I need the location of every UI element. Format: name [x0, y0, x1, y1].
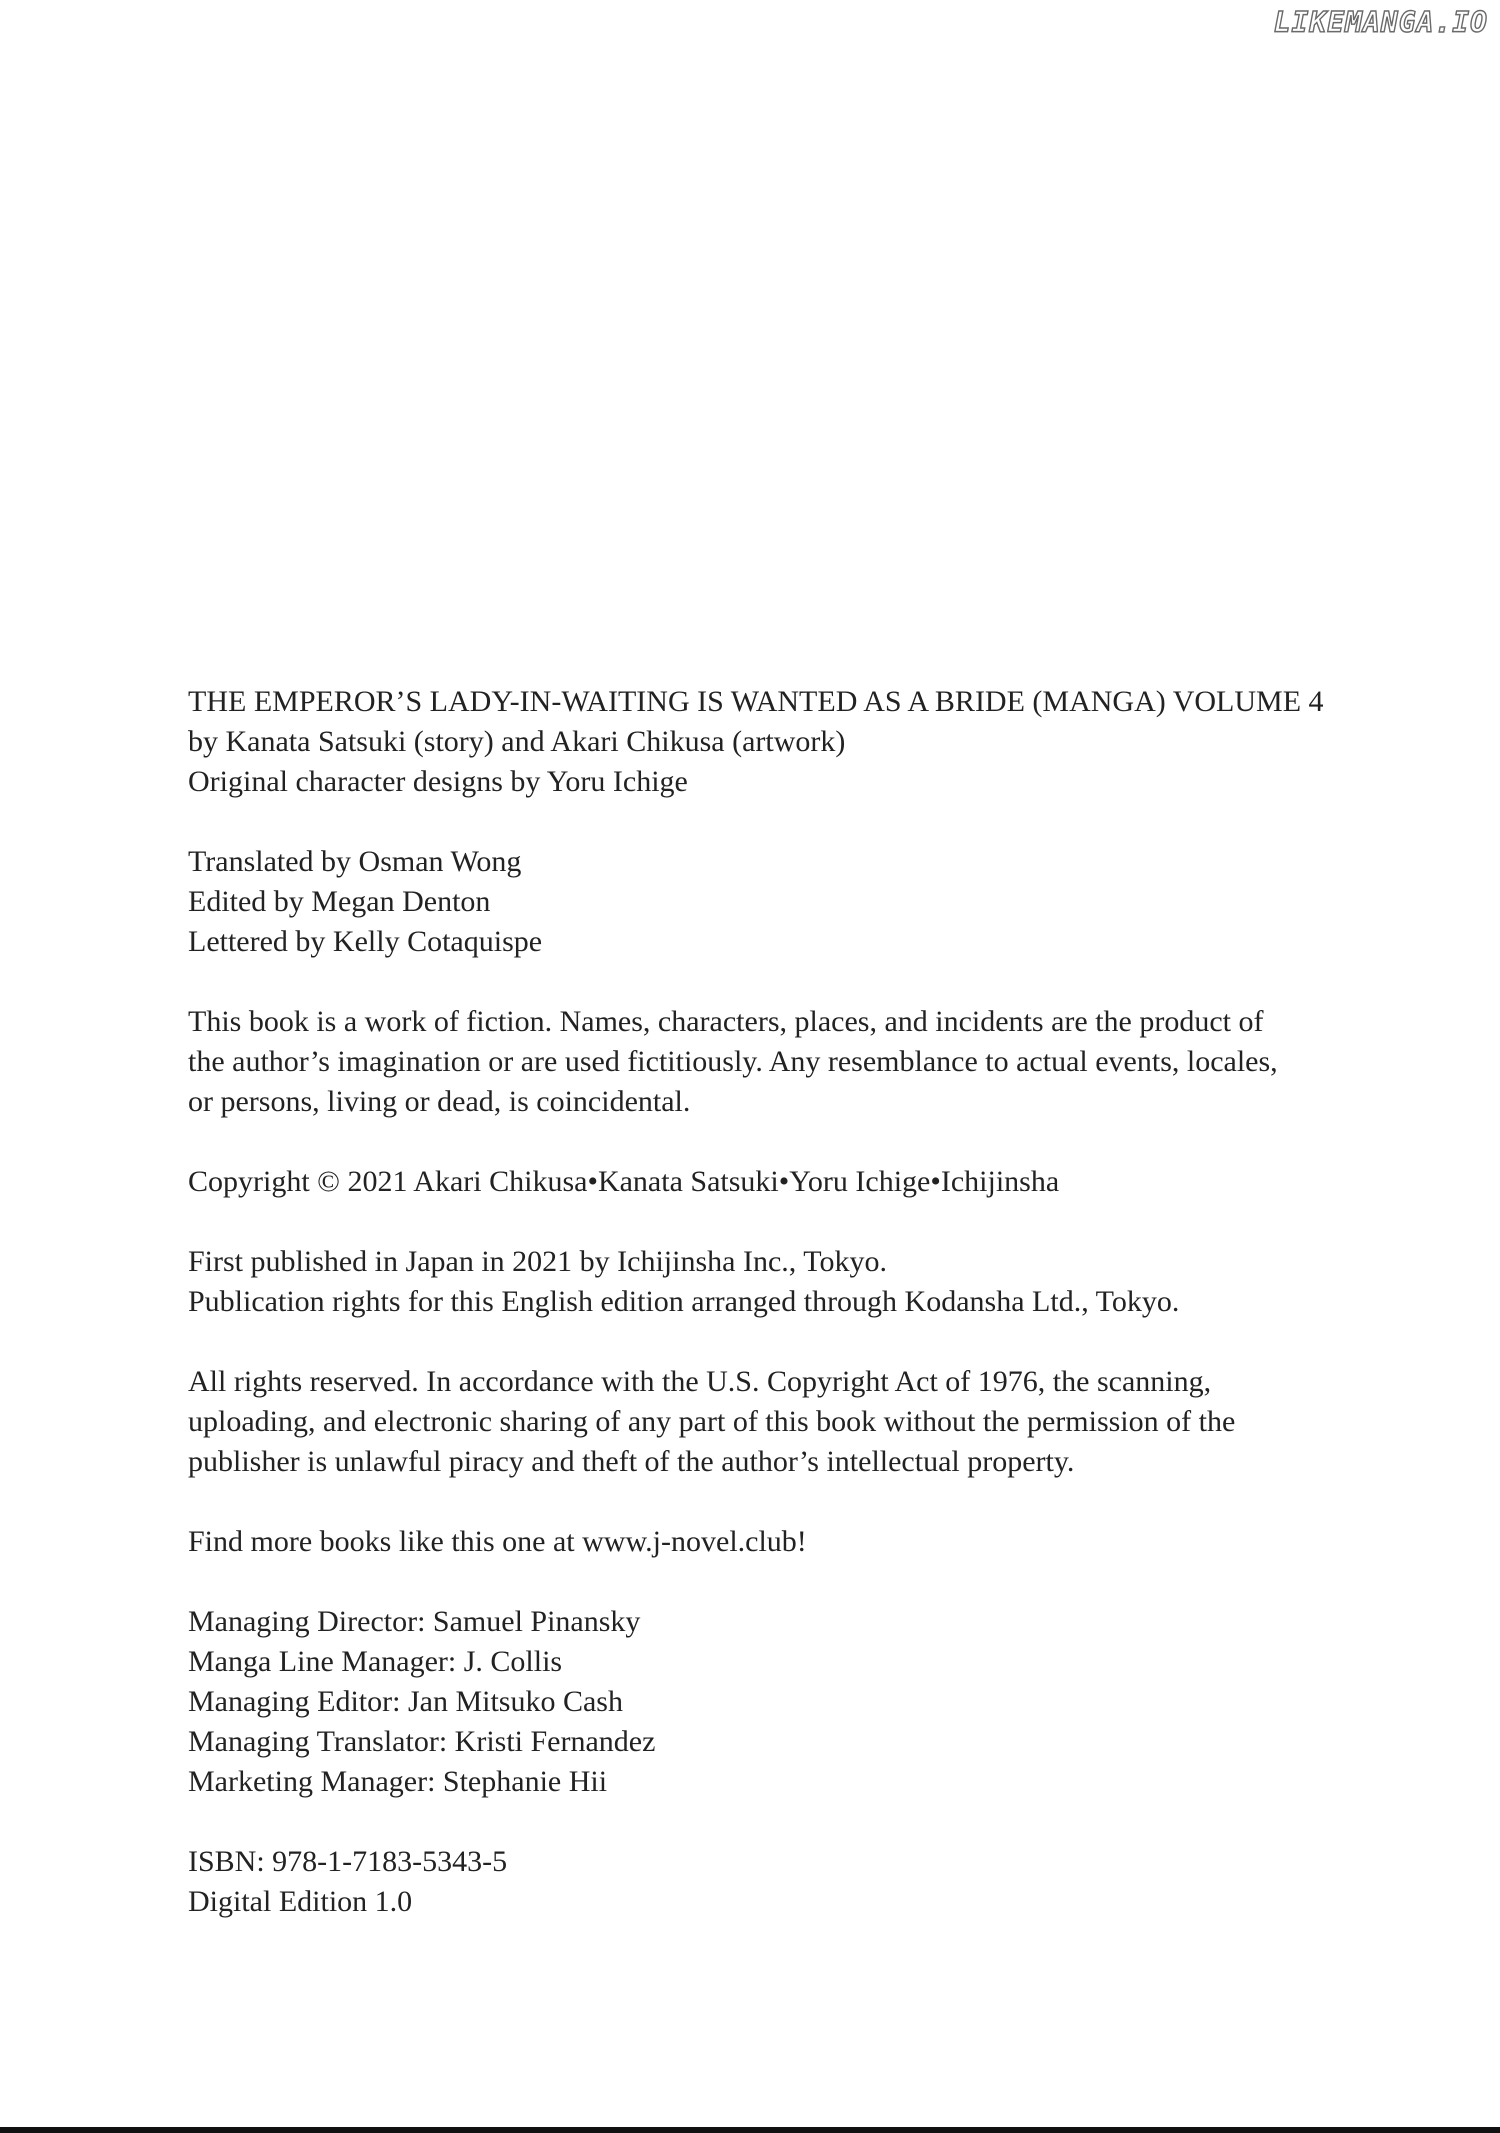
rights-notice-line: All rights reserved. In accordance with the U.S. Copyright Act of 1976, the scanning, — [188, 1365, 1212, 1398]
fiction-notice-line: the author’s imagination or are used fictitiously. Any resemblance to actual events, locales, — [188, 1045, 1278, 1078]
character-designs-line: Original character designs by Yoru Ichige — [188, 765, 688, 798]
staff-block — [188, 1602, 1428, 1802]
rights-notice-line: uploading, and electronic sharing of any part of this book without the permission of the — [188, 1405, 1236, 1438]
edition-block — [188, 1842, 1428, 1922]
credits-block — [188, 842, 1428, 962]
rights-notice-line: publisher is unlawful piracy and theft of the author’s intellectual property. — [188, 1445, 1075, 1478]
digital-edition-line: Digital Edition 1.0 — [188, 1885, 413, 1918]
title-block — [188, 682, 1428, 802]
editor-credit: Edited by Megan Denton — [188, 885, 491, 918]
staff-managing-translator: Managing Translator: Kristi Fernandez — [188, 1725, 656, 1758]
copyright-block — [188, 1162, 1428, 1202]
staff-managing-director: Managing Director: Samuel Pinansky — [188, 1605, 641, 1638]
copyright-line: Copyright © 2021 Akari Chikusa•Kanata Satsuki•Yoru Ichige•Ichijinsha — [188, 1165, 1060, 1198]
first-published-line: First published in Japan in 2021 by Ichijinsha Inc., Tokyo. — [188, 1245, 887, 1278]
authors-line: by Kanata Satsuki (story) and Akari Chikusa (artwork) — [188, 725, 846, 758]
rights-notice — [188, 1362, 1428, 1482]
find-more-block — [188, 1522, 1428, 1562]
book-title: THE EMPEROR’S LADY-IN-WAITING IS WANTED AS A BRIDE (MANGA) VOLUME 4 — [188, 685, 1324, 718]
staff-marketing-manager: Marketing Manager: Stephanie Hii — [188, 1765, 608, 1798]
letterer-credit: Lettered by Kelly Cotaquispe — [188, 925, 543, 958]
publication-block — [188, 1242, 1428, 1322]
fiction-notice-line: This book is a work of fiction. Names, characters, places, and incidents are the product of — [188, 1005, 1264, 1038]
staff-managing-editor: Managing Editor: Jan Mitsuko Cash — [188, 1685, 623, 1718]
fiction-notice-line: or persons, living or dead, is coincidental. — [188, 1085, 691, 1118]
publication-rights-line: Publication rights for this English edition arranged through Kodansha Ltd., Tokyo. — [188, 1285, 1180, 1318]
site-watermark: LIKEMANGA.IO — [1273, 6, 1488, 39]
bottom-edge-rule — [0, 2127, 1500, 2133]
fiction-notice — [188, 1002, 1428, 1122]
find-more-line: Find more books like this one at www.j-novel.club! — [188, 1525, 807, 1558]
translator-credit: Translated by Osman Wong — [188, 845, 522, 878]
copyright-page-content — [188, 682, 1428, 1962]
staff-manga-line-manager: Manga Line Manager: J. Collis — [188, 1645, 563, 1678]
isbn-line: ISBN: 978-1-7183-5343-5 — [188, 1845, 508, 1878]
